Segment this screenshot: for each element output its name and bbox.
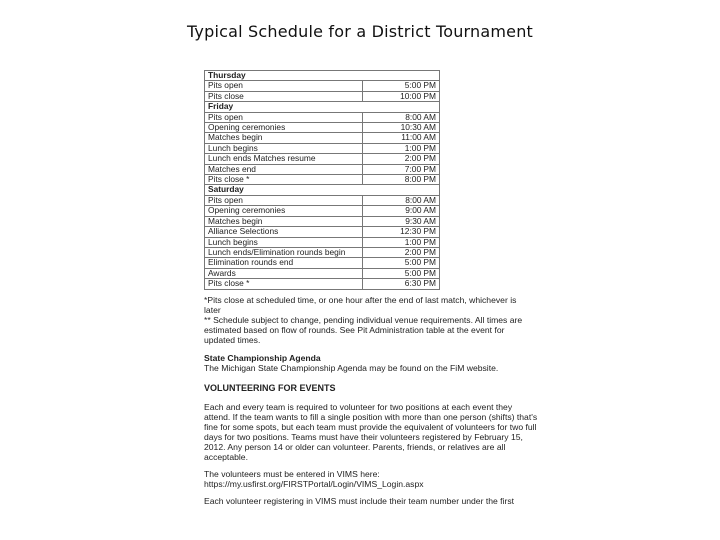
schedule-day-row (205, 185, 440, 195)
schedule-day-row (205, 71, 440, 81)
schedule-event: Pits close * (205, 175, 363, 185)
schedule-row (205, 216, 440, 226)
schedule-time: 6:30 PM (363, 279, 440, 289)
schedule-time: 5:00 PM (363, 258, 440, 268)
vims-intro: The volunteers must be entered in VIMS here: (204, 468, 380, 479)
schedule-row (205, 258, 440, 268)
schedule-row (205, 112, 440, 122)
schedule-day-label: Thursday (205, 71, 440, 81)
schedule-time: 1:00 PM (363, 237, 440, 247)
schedule-time: 11:00 AM (363, 133, 440, 143)
schedule-event: Pits close * (205, 279, 363, 289)
schedule-event: Pits open (205, 112, 363, 122)
schedule-row (205, 143, 440, 153)
schedule-row (205, 195, 440, 205)
schedule-time: 5:00 PM (363, 81, 440, 91)
vims-link[interactable]: https://my.usfirst.org/FIRSTPortal/Login/VIMS_Login.aspx (204, 478, 424, 489)
schedule-time: 8:00 PM (363, 175, 440, 185)
schedule-row (205, 81, 440, 91)
note-pits-close: *Pits close at scheduled time, or one hour after the end of last match, whichever is later (204, 294, 517, 315)
schedule-row (205, 227, 440, 237)
schedule-time: 9:00 AM (363, 206, 440, 216)
note-schedule-change: ** Schedule subject to change, pending individual venue requirements. All times are estimated based on flow of rounds. See Pit Administration table at the event for updated times. (204, 314, 523, 345)
schedule-time: 8:00 AM (363, 195, 440, 205)
schedule-time: 2:00 PM (363, 247, 440, 257)
schedule-notes (204, 295, 534, 345)
slide-title: Typical Schedule for a District Tournament (186, 22, 534, 41)
schedule-row (205, 164, 440, 174)
schedule-time: 12:30 PM (363, 227, 440, 237)
schedule-event: Pits open (205, 81, 363, 91)
schedule-event: Pits close (205, 91, 363, 101)
schedule-row (205, 206, 440, 216)
schedule-event: Awards (205, 268, 363, 278)
schedule-row (205, 91, 440, 101)
schedule-day-row (205, 102, 440, 112)
schedule-row (205, 279, 440, 289)
schedule-time: 10:00 PM (363, 91, 440, 101)
schedule-event: Lunch ends/Elimination rounds begin (205, 247, 363, 257)
schedule-row (205, 133, 440, 143)
schedule-row (205, 123, 440, 133)
schedule-row (205, 237, 440, 247)
schedule-event: Pits open (205, 195, 363, 205)
schedule-event: Opening ceremonies (205, 123, 363, 133)
schedule-event: Elimination rounds end (205, 258, 363, 268)
vims-instruction: Each volunteer registering in VIMS must include their team number under the first (204, 495, 515, 506)
schedule-event: Matches end (205, 164, 363, 174)
schedule-event: Lunch begins (205, 143, 363, 153)
volunteering-heading: VOLUNTEERING FOR EVENTS (204, 382, 336, 393)
schedule-time: 8:00 AM (363, 112, 440, 122)
state-agenda-heading: State Championship Agenda (204, 352, 321, 363)
schedule-row (205, 268, 440, 278)
schedule-time: 2:00 PM (363, 154, 440, 164)
state-agenda-text: The Michigan State Championship Agenda may be found on the FiM website. (204, 362, 499, 373)
volunteering-paragraph: Each and every team is required to volunteer for two positions at each event they attend. If the team wants to fill a single position with more than one person (shifts) that's fine for some spots, but each team must provide the equivalent of volunteers for two full days for two positions. Teams must have their volunteers registered by February 15, 2012. Any person 14 or older can volunteer. Parents, friends, or relatives are all acceptable. (204, 401, 538, 462)
schedule-event: Lunch ends Matches resume (205, 154, 363, 164)
schedule-event: Matches begin (205, 216, 363, 226)
schedule-event: Opening ceremonies (205, 206, 363, 216)
schedule-time: 7:00 PM (363, 164, 440, 174)
schedule-table (204, 70, 440, 290)
schedule-day-label: Friday (205, 102, 440, 112)
schedule-event: Matches begin (205, 133, 363, 143)
schedule-event: Alliance Selections (205, 227, 363, 237)
schedule-time: 5:00 PM (363, 268, 440, 278)
schedule-document (200, 70, 540, 540)
schedule-row (205, 154, 440, 164)
schedule-time: 10:30 AM (363, 123, 440, 133)
schedule-time: 1:00 PM (363, 143, 440, 153)
schedule-row (205, 175, 440, 185)
schedule-event: Lunch begins (205, 237, 363, 247)
schedule-day-label: Saturday (205, 185, 440, 195)
schedule-time: 9:30 AM (363, 216, 440, 226)
schedule-row (205, 247, 440, 257)
